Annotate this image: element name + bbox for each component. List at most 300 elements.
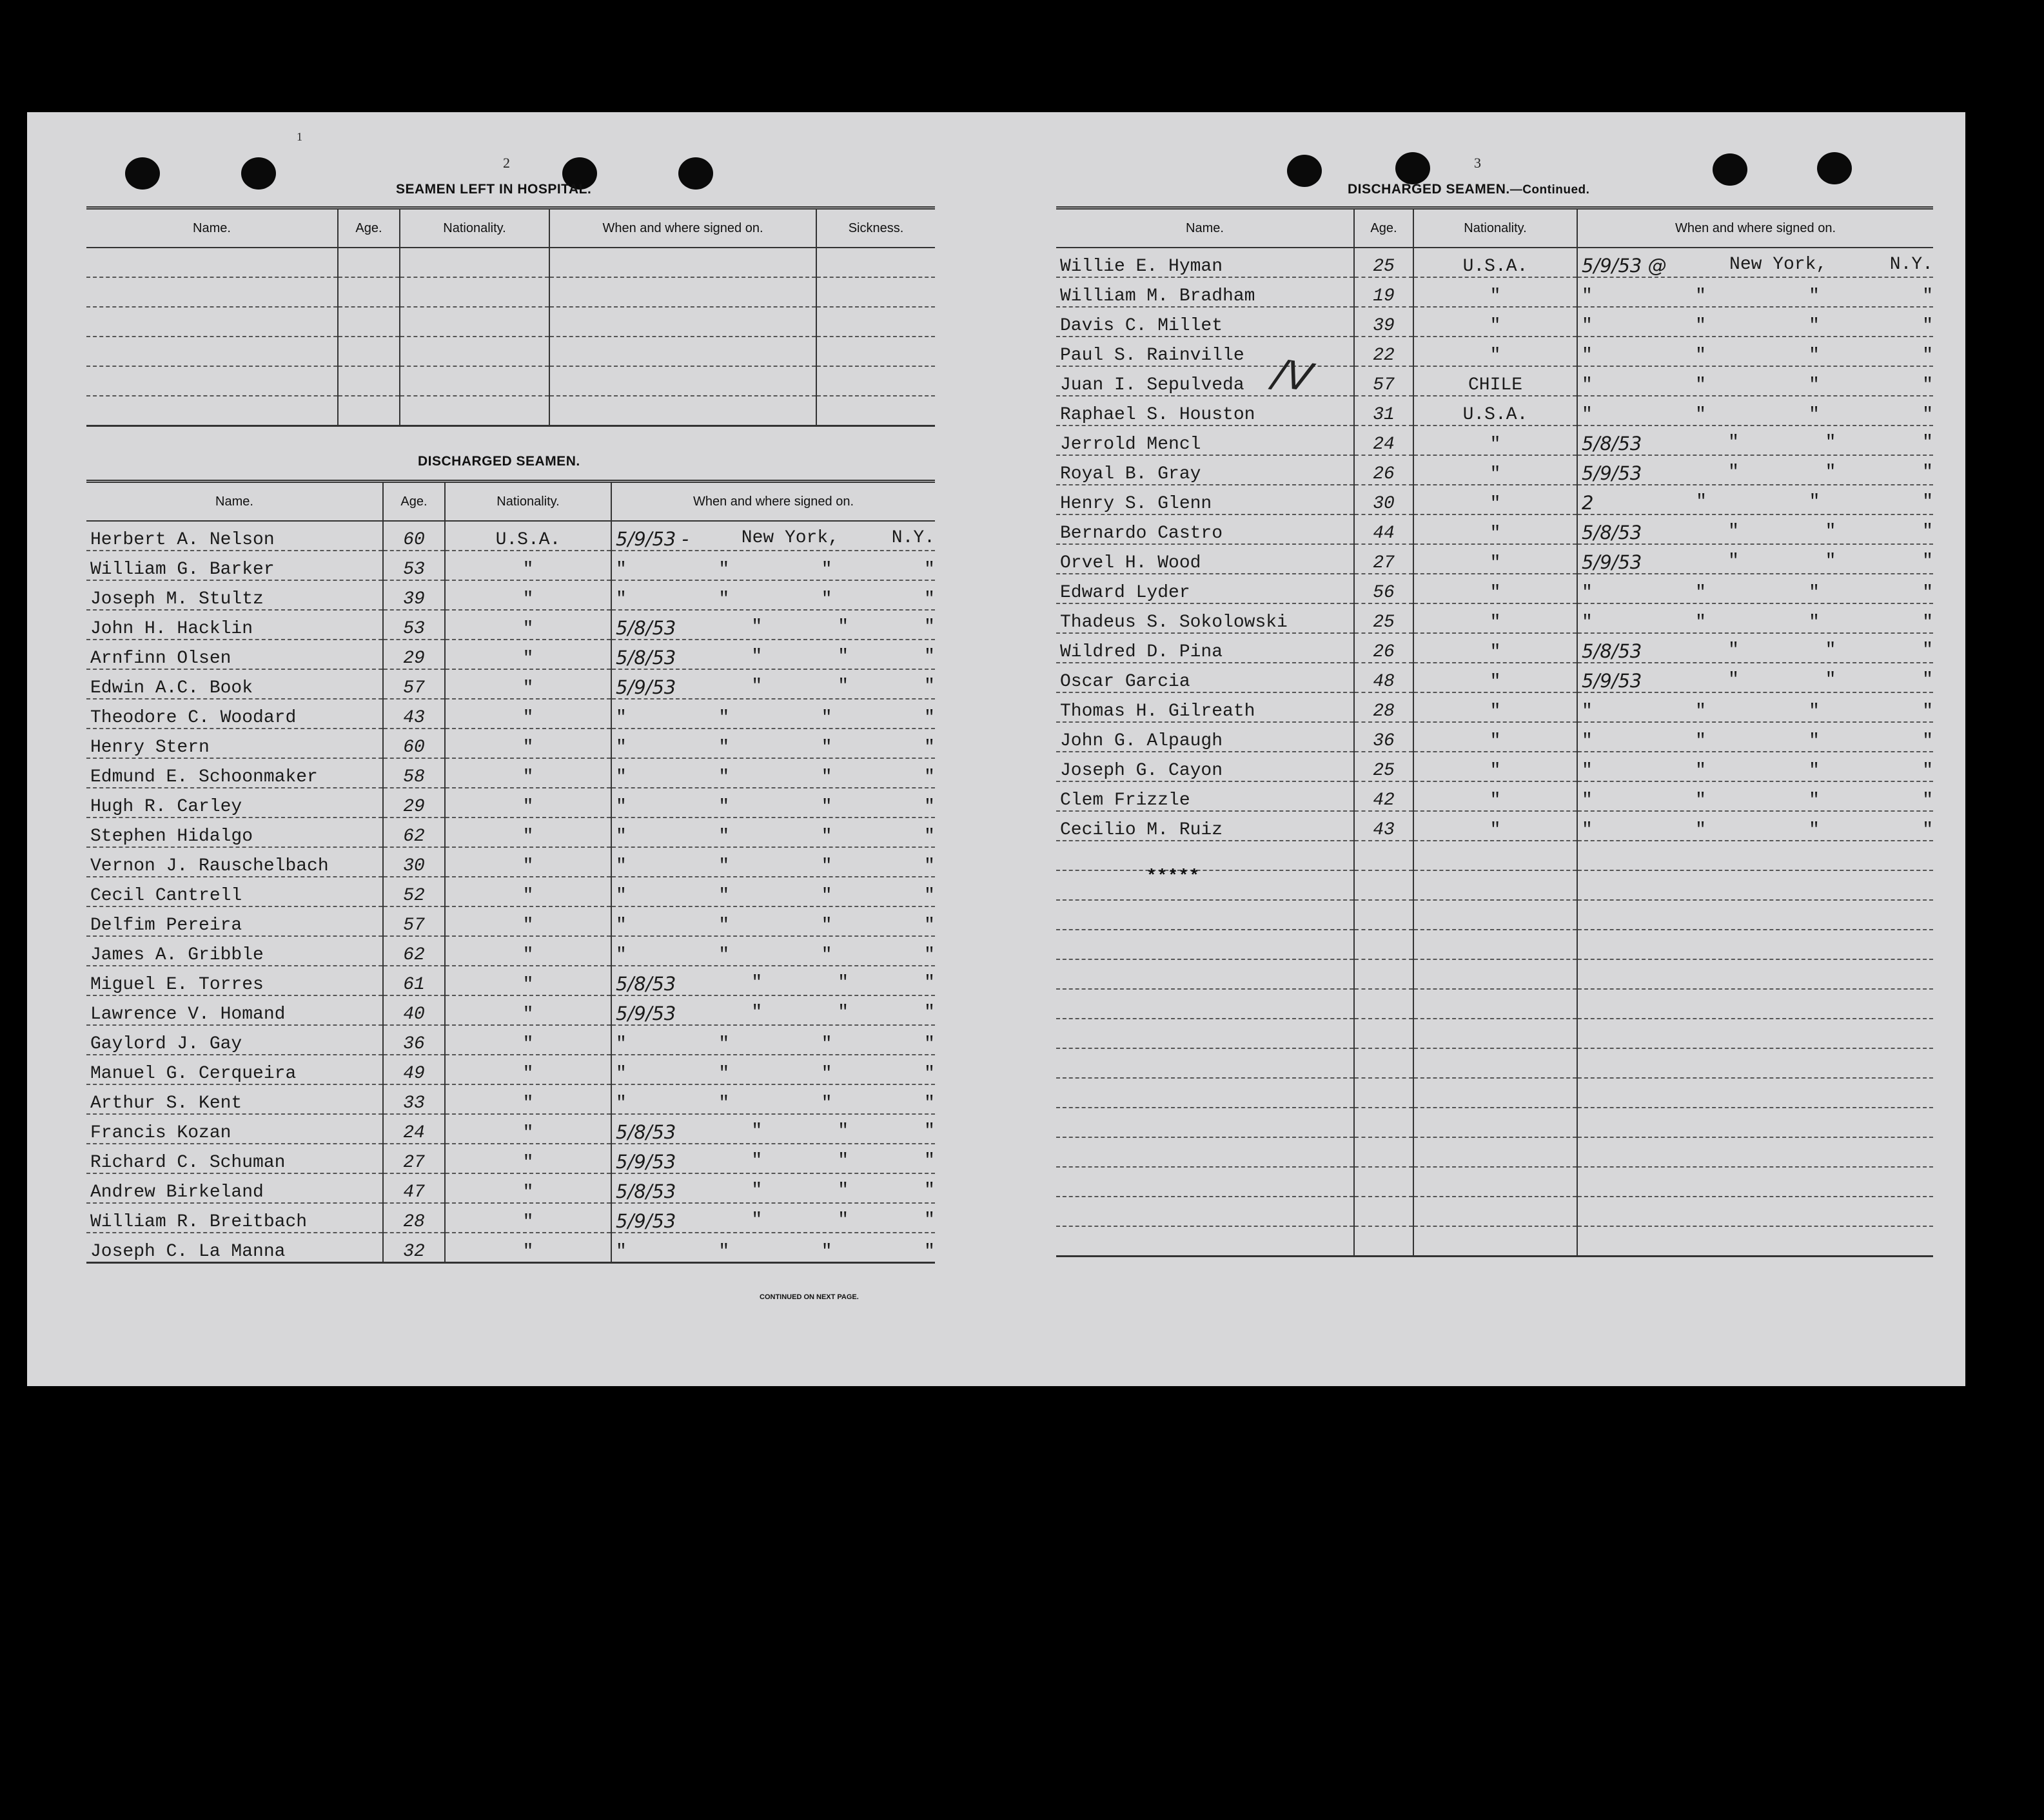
seaman-age: 49 — [383, 1055, 445, 1084]
empty-row — [1056, 1108, 1933, 1137]
punch-hole — [125, 157, 160, 190]
seaman-nationality: " — [445, 966, 611, 995]
seaman-nationality: " — [445, 1114, 611, 1144]
table-row — [86, 966, 935, 995]
punch-hole — [1287, 155, 1322, 187]
signed-on-part: " — [718, 1242, 730, 1262]
seaman-age: 52 — [383, 877, 445, 906]
signed-on-cell — [1577, 248, 1933, 277]
seaman-age: 22 — [1354, 337, 1413, 366]
signed-on-part: " — [924, 945, 935, 965]
signed-on-part: " — [718, 560, 730, 580]
seaman-name: Thadeus S. Sokolowski — [1056, 603, 1354, 633]
signed-on-cell — [1577, 337, 1933, 366]
seaman-age: 39 — [1354, 307, 1413, 337]
signed-on-cell — [611, 729, 935, 758]
signed-on-cell — [611, 788, 935, 817]
seaman-nationality: " — [445, 1025, 611, 1055]
seaman-nationality: " — [1413, 514, 1577, 544]
signed-on-cell — [1577, 781, 1933, 811]
table-row — [86, 817, 935, 847]
seaman-nationality: " — [1413, 633, 1577, 663]
seaman-nationality: " — [445, 936, 611, 966]
signed-on-part: " — [1809, 405, 1820, 425]
hospital-title: SEAMEN LEFT IN HOSPITAL. — [396, 182, 592, 197]
seaman-age: 62 — [383, 936, 445, 966]
signed-on-part: " — [718, 797, 730, 817]
seaman-age: 44 — [1354, 514, 1413, 544]
col-age: Age. — [338, 208, 400, 248]
signed-on-cell — [1577, 366, 1933, 396]
table-row — [1056, 248, 1933, 277]
signed-on-cell — [611, 1055, 935, 1084]
table-row — [1056, 603, 1933, 633]
seaman-age: 26 — [1354, 633, 1413, 663]
signed-on-part: " — [1695, 286, 1706, 306]
seaman-nationality: " — [1413, 455, 1577, 485]
signed-on-part: 5/8/53 — [616, 973, 676, 995]
signed-on-part: " — [718, 767, 730, 787]
signed-on-part: " — [751, 1180, 763, 1200]
table-row — [86, 729, 935, 758]
signed-on-cell — [611, 936, 935, 966]
col-when-where: When and where signed on. — [611, 482, 935, 522]
signed-on-part: " — [1922, 670, 1933, 690]
seaman-nationality: " — [1413, 781, 1577, 811]
signed-on-part: " — [838, 1003, 849, 1023]
signed-on-part: " — [1809, 346, 1820, 366]
seaman-age: 62 — [383, 817, 445, 847]
signed-on-part: " — [1809, 583, 1820, 603]
signed-on-cell — [611, 640, 935, 669]
signed-on-part: " — [821, 915, 832, 935]
seaman-nationality: " — [445, 610, 611, 640]
seaman-nationality: CHILE — [1413, 366, 1577, 396]
signed-on-part: 5/9/53 — [616, 1151, 676, 1173]
signed-on-part: " — [821, 856, 832, 876]
signed-on-cell — [1577, 811, 1933, 841]
seaman-nationality: " — [1413, 692, 1577, 722]
seaman-nationality: " — [1413, 811, 1577, 841]
seaman-age: 30 — [1354, 485, 1413, 514]
signed-on-part: " — [838, 676, 849, 696]
signed-on-part: " — [1809, 731, 1820, 751]
signed-on-part: " — [616, 886, 627, 906]
signed-on-part: " — [1695, 701, 1706, 721]
signed-on-part: " — [616, 797, 627, 817]
col-age: Age. — [1354, 208, 1413, 248]
signed-on-part: " — [924, 1034, 935, 1054]
punch-hole — [241, 157, 276, 190]
empty-row — [1056, 1226, 1933, 1257]
seaman-age: 39 — [383, 580, 445, 610]
seaman-age: 25 — [1354, 752, 1413, 781]
signed-on-part: " — [821, 827, 832, 846]
seaman-name: Lawrence V. Homand — [86, 995, 383, 1025]
signed-on-part: 5/9/53 — [1582, 462, 1642, 484]
table-row — [86, 521, 935, 551]
seaman-nationality: " — [445, 1173, 611, 1203]
signed-on-part: " — [821, 1242, 832, 1262]
signed-on-part: " — [1922, 433, 1933, 453]
signed-on-part: " — [1695, 761, 1706, 781]
seaman-nationality: " — [445, 1055, 611, 1084]
seaman-nationality: " — [445, 847, 611, 877]
seaman-name: Richard C. Schuman — [86, 1144, 383, 1173]
signed-on-cell — [611, 847, 935, 877]
signed-on-part: " — [1922, 640, 1933, 660]
signed-on-part: " — [1728, 522, 1739, 542]
col-age: Age. — [383, 482, 445, 522]
seaman-age: 24 — [383, 1114, 445, 1144]
signed-on-part: " — [616, 1064, 627, 1084]
signed-on-part: 5/8/53 — [616, 1121, 676, 1143]
signed-on-part: " — [1695, 405, 1706, 425]
signed-on-part: " — [924, 886, 935, 906]
table-row — [1056, 692, 1933, 722]
seaman-age: 28 — [1354, 692, 1413, 722]
discharged-table-right — [1056, 206, 1933, 1257]
table-row — [86, 1173, 935, 1203]
signed-on-cell — [1577, 485, 1933, 514]
table-row — [86, 610, 935, 640]
signed-on-part: " — [838, 1121, 849, 1141]
signed-on-cell — [1577, 455, 1933, 485]
signed-on-part: " — [924, 560, 935, 580]
page-number-left: 2 — [503, 155, 510, 171]
table-row — [1056, 663, 1933, 692]
empty-row — [86, 366, 935, 396]
table-row — [86, 936, 935, 966]
signed-on-cell — [611, 966, 935, 995]
seaman-age: 56 — [1354, 574, 1413, 603]
signed-on-part: " — [616, 708, 627, 728]
seaman-name: Paul S. Rainville — [1056, 337, 1354, 366]
table-row — [1056, 337, 1933, 366]
seaman-nationality: U.S.A. — [1413, 248, 1577, 277]
seaman-age: 47 — [383, 1173, 445, 1203]
table-row — [86, 1055, 935, 1084]
signed-on-cell — [1577, 307, 1933, 337]
signed-on-part: " — [751, 1121, 763, 1141]
signed-on-cell — [611, 995, 935, 1025]
empty-row — [86, 307, 935, 337]
table-row — [1056, 722, 1933, 752]
signed-on-part: " — [821, 1064, 832, 1084]
signed-on-cell — [611, 877, 935, 906]
empty-row — [1056, 1197, 1933, 1226]
signed-on-part: " — [1825, 640, 1836, 660]
seaman-age: 28 — [383, 1203, 445, 1233]
seaman-nationality: U.S.A. — [445, 521, 611, 551]
signed-on-part: " — [1582, 820, 1593, 840]
signed-on-part: " — [1922, 522, 1933, 542]
signed-on-cell — [611, 758, 935, 788]
seaman-name: Wildred D. Pina — [1056, 633, 1354, 663]
signed-on-cell — [1577, 752, 1933, 781]
signed-on-cell — [1577, 692, 1933, 722]
seaman-nationality: " — [445, 877, 611, 906]
signed-on-part: 5/8/53 — [616, 1180, 676, 1202]
seaman-name: Edward Lyder — [1056, 574, 1354, 603]
signed-on-part: " — [1695, 820, 1706, 840]
table-row — [1056, 277, 1933, 307]
signed-on-part: " — [924, 1242, 935, 1262]
signed-on-part: " — [821, 945, 832, 965]
signed-on-part: " — [1582, 701, 1593, 721]
col-nationality: Nationality. — [445, 482, 611, 522]
table-row — [86, 1203, 935, 1233]
seaman-age: 42 — [1354, 781, 1413, 811]
signed-on-part: " — [616, 915, 627, 935]
signed-on-part: 5/8/53 — [1582, 640, 1642, 662]
signed-on-part: 2 — [1582, 492, 1594, 514]
signed-on-part: " — [1695, 731, 1706, 751]
table-row — [1056, 485, 1933, 514]
table-row — [1056, 396, 1933, 426]
signed-on-cell — [611, 610, 935, 640]
seaman-nationality: " — [1413, 603, 1577, 633]
table-row — [86, 877, 935, 906]
signed-on-part: " — [751, 647, 763, 667]
seaman-name: Cecil Cantrell — [86, 877, 383, 906]
discharged-table-left — [86, 480, 935, 1264]
signed-on-cell — [1577, 426, 1933, 455]
table-row — [1056, 455, 1933, 485]
signed-on-part: " — [821, 1034, 832, 1054]
seaman-name: Jerrold Mencl — [1056, 426, 1354, 455]
signed-on-cell — [1577, 633, 1933, 663]
seaman-name: Clem Frizzle — [1056, 781, 1354, 811]
signed-on-part: " — [1922, 612, 1933, 632]
signed-on-cell — [611, 1025, 935, 1055]
seaman-age: 48 — [1354, 663, 1413, 692]
signed-on-part: " — [1582, 405, 1593, 425]
seaman-nationality: " — [445, 551, 611, 580]
title-text: DISCHARGED SEAMEN. — [1348, 182, 1510, 197]
seaman-nationality: " — [1413, 544, 1577, 574]
signed-on-cell — [611, 1173, 935, 1203]
seaman-name: Cecilio M. Ruiz — [1056, 811, 1354, 841]
signed-on-part: " — [1695, 375, 1706, 395]
col-sickness: Sickness. — [816, 208, 935, 248]
seaman-nationality: " — [1413, 752, 1577, 781]
signed-on-part: " — [1922, 316, 1933, 336]
seaman-age: 53 — [383, 551, 445, 580]
seaman-name: Delfim Pereira — [86, 906, 383, 936]
signed-on-part: " — [718, 589, 730, 609]
signed-on-part: " — [821, 797, 832, 817]
seaman-nationality: " — [445, 580, 611, 610]
empty-row — [1056, 1019, 1933, 1048]
signed-on-part: " — [821, 560, 832, 580]
signed-on-part: " — [718, 1064, 730, 1084]
signed-on-part: " — [1582, 731, 1593, 751]
signed-on-part: " — [1728, 462, 1739, 482]
signed-on-part: New York, — [741, 528, 840, 548]
col-when-where: When and where signed on. — [549, 208, 816, 248]
signed-on-part: " — [1922, 761, 1933, 781]
signed-on-part: " — [1695, 316, 1706, 336]
table-row — [86, 847, 935, 877]
signed-on-part: " — [1582, 612, 1593, 632]
signed-on-part: New York, — [1729, 255, 1827, 275]
table-row — [86, 1114, 935, 1144]
empty-row — [1056, 900, 1933, 930]
seaman-age: 32 — [383, 1233, 445, 1263]
table-row — [86, 1144, 935, 1173]
seaman-name: Arnfinn Olsen — [86, 640, 383, 669]
signed-on-cell — [611, 669, 935, 699]
seaman-name: Thomas H. Gilreath — [1056, 692, 1354, 722]
signed-on-part: " — [616, 1034, 627, 1054]
seaman-nationality: " — [445, 1144, 611, 1173]
signed-on-part: " — [1809, 701, 1820, 721]
empty-row — [1056, 930, 1933, 959]
signed-on-part: " — [1728, 670, 1739, 690]
signed-on-part: 5/9/53 @ — [1582, 255, 1667, 277]
signed-on-part: N.Y. — [1889, 255, 1933, 275]
signed-on-cell — [611, 551, 935, 580]
seaman-nationality: " — [1413, 485, 1577, 514]
signed-on-part: " — [924, 797, 935, 817]
signed-on-part: " — [924, 617, 935, 637]
signed-on-cell — [611, 699, 935, 729]
seaman-name: Andrew Birkeland — [86, 1173, 383, 1203]
signed-on-part: " — [838, 617, 849, 637]
seaman-nationality: " — [1413, 574, 1577, 603]
signed-on-part: " — [751, 973, 763, 993]
signed-on-part: " — [616, 589, 627, 609]
continued-note: CONTINUED ON NEXT PAGE. — [760, 1293, 859, 1301]
signed-on-part: " — [718, 1034, 730, 1054]
col-name: Name. — [86, 208, 338, 248]
signed-on-cell — [1577, 663, 1933, 692]
empty-row — [1056, 989, 1933, 1019]
seaman-age: 36 — [383, 1025, 445, 1055]
signed-on-cell — [611, 1203, 935, 1233]
seaman-age: 26 — [1354, 455, 1413, 485]
signed-on-part: " — [1825, 462, 1836, 482]
seaman-name: Arthur S. Kent — [86, 1084, 383, 1114]
seaman-name: James A. Gribble — [86, 936, 383, 966]
signed-on-part: " — [1809, 612, 1820, 632]
signed-on-part: " — [718, 1093, 730, 1113]
signed-on-cell — [611, 580, 935, 610]
empty-row — [1056, 1048, 1933, 1078]
signed-on-part: " — [1825, 522, 1836, 542]
signed-on-part: " — [1922, 701, 1933, 721]
seaman-name: Miguel E. Torres — [86, 966, 383, 995]
signed-on-part: " — [838, 1210, 849, 1230]
signed-on-part: " — [924, 1210, 935, 1230]
seaman-age: 40 — [383, 995, 445, 1025]
signed-on-part: " — [616, 767, 627, 787]
seaman-name: Manuel G. Cerqueira — [86, 1055, 383, 1084]
discharged-title-left: DISCHARGED SEAMEN. — [418, 454, 580, 469]
empty-row — [1056, 1167, 1933, 1197]
signed-on-part: " — [924, 1121, 935, 1141]
signed-on-part: " — [821, 589, 832, 609]
table-row — [86, 995, 935, 1025]
seaman-name: Theodore C. Woodard — [86, 699, 383, 729]
signed-on-part: " — [751, 1210, 763, 1230]
signed-on-part: " — [616, 945, 627, 965]
table-row — [86, 580, 935, 610]
signed-on-part: " — [1922, 820, 1933, 840]
signed-on-part: 5/8/53 — [616, 647, 676, 669]
signed-on-part: " — [718, 708, 730, 728]
punch-hole — [678, 157, 713, 190]
seaman-name: William R. Breitbach — [86, 1203, 383, 1233]
signed-on-part: " — [1922, 790, 1933, 810]
seaman-age: 53 — [383, 610, 445, 640]
empty-row — [1056, 959, 1933, 989]
seaman-nationality: " — [1413, 307, 1577, 337]
signed-on-part: " — [924, 915, 935, 935]
signed-on-part: N.Y. — [891, 528, 935, 548]
signed-on-part: " — [616, 1242, 627, 1262]
seaman-age: 36 — [1354, 722, 1413, 752]
signed-on-part: " — [924, 1064, 935, 1084]
signed-on-part: " — [838, 973, 849, 993]
corner-mark: 1 — [297, 130, 302, 143]
empty-row — [1056, 1137, 1933, 1167]
signed-on-cell — [611, 1114, 935, 1144]
signed-on-part: " — [718, 915, 730, 935]
seaman-name: William M. Bradham — [1056, 277, 1354, 307]
signed-on-part: " — [616, 1093, 627, 1113]
table-row — [1056, 781, 1933, 811]
signed-on-part: " — [1809, 492, 1820, 512]
seaman-name: John H. Hacklin — [86, 610, 383, 640]
signed-on-part: " — [924, 589, 935, 609]
hospital-table — [86, 206, 935, 427]
table-row — [86, 1025, 935, 1055]
table-row — [1056, 544, 1933, 574]
seaman-age: 30 — [383, 847, 445, 877]
table-row — [1056, 514, 1933, 544]
seaman-name: Joseph C. La Manna — [86, 1233, 383, 1263]
signed-on-part: " — [1922, 346, 1933, 366]
seaman-name: Royal B. Gray — [1056, 455, 1354, 485]
empty-row — [86, 248, 935, 277]
seaman-nationality: U.S.A. — [1413, 396, 1577, 426]
seaman-name: John G. Alpaugh — [1056, 722, 1354, 752]
signed-on-part: " — [1695, 612, 1706, 632]
table-row — [86, 640, 935, 669]
table-row — [1056, 633, 1933, 663]
seaman-name: Joseph G. Cayon — [1056, 752, 1354, 781]
signed-on-part: " — [1695, 346, 1706, 366]
signed-on-part: " — [821, 767, 832, 787]
seaman-age: 58 — [383, 758, 445, 788]
signed-on-part: " — [1582, 375, 1593, 395]
signed-on-part: " — [821, 708, 832, 728]
seaman-age: 60 — [383, 729, 445, 758]
seaman-name: Raphael S. Houston — [1056, 396, 1354, 426]
signed-on-cell — [1577, 396, 1933, 426]
signed-on-part: " — [1728, 640, 1739, 660]
signed-on-part: " — [751, 1151, 763, 1171]
signed-on-part: " — [821, 886, 832, 906]
signed-on-part: " — [924, 1180, 935, 1200]
signed-on-part: 5/9/53 — [616, 1003, 676, 1024]
seaman-age: 60 — [383, 521, 445, 551]
signed-on-part: " — [924, 1151, 935, 1171]
signed-on-part: " — [1728, 433, 1739, 453]
seaman-nationality: " — [445, 729, 611, 758]
